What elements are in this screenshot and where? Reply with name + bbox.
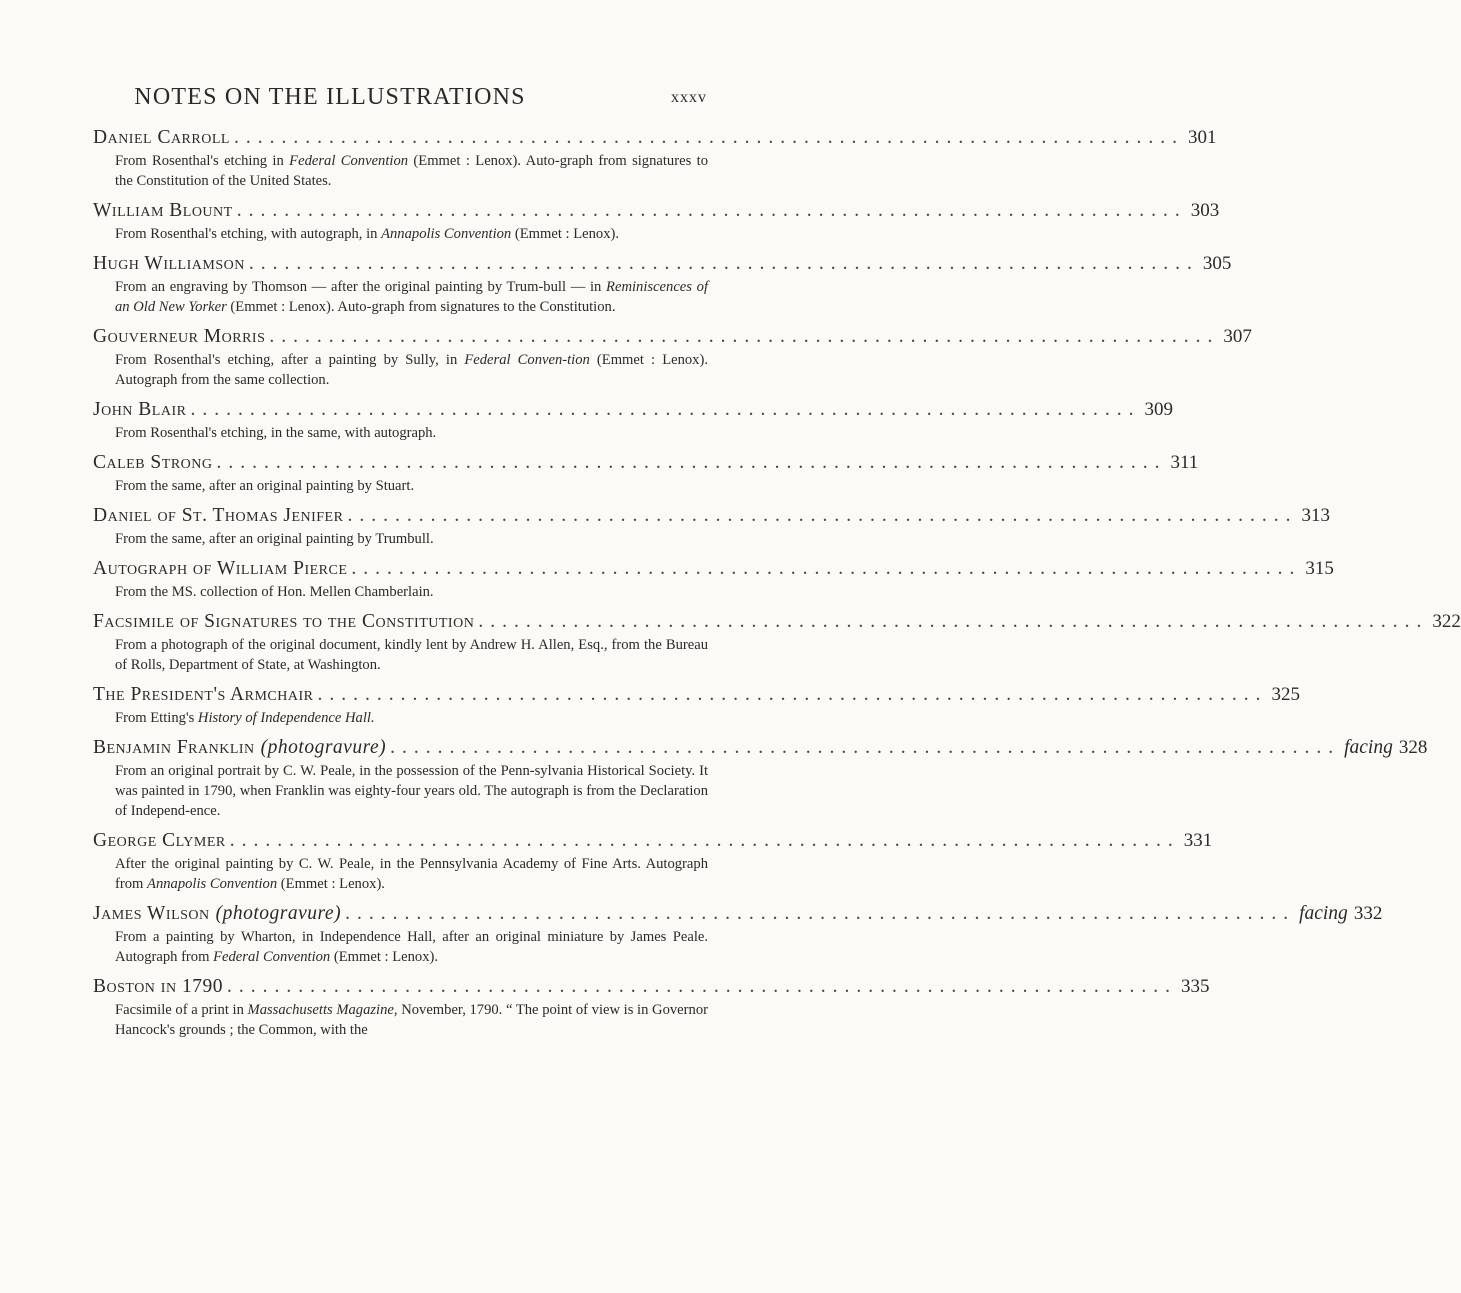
dot-leader: ................................................................................ [216,452,1167,473]
entry-note: From a painting by Wharton, in Independence Hall, after an original miniature by James Peale. Autograph from Federal Convention (Emmet : Lenox). [115,929,708,965]
dot-leader: ................................................................................ [236,200,1187,221]
dot-leader: ................................................................................ [269,326,1220,347]
entry-heading [93,827,1213,854]
entry-title: James Wilson [93,903,210,924]
entry-page-number: 331 [1183,830,1213,851]
dot-leader: ................................................................................ [347,505,1298,526]
entry-page-number: 303 [1190,200,1220,221]
list-item [93,734,1428,821]
page-number: xxxv [671,89,707,106]
entry-title: John Blair [93,399,187,420]
page-title: NOTES ON THE ILLUSTRATIONS [134,84,526,110]
entry-title: Autograph of William Pierce [93,558,348,579]
entry-heading [93,900,1383,927]
dot-leader: ................................................................................ [478,611,1429,632]
entry-note: From Rosenthal's etching, after a painting by Sully, in Federal Conven-tion (Emmet : Lenox). Autograph from the same collection. [115,352,708,388]
facing-label: facing [1344,737,1393,758]
entry-heading [93,681,1300,708]
dot-leader: ................................................................................ [190,399,1141,420]
entry-note: From a photograph of the original document, kindly lent by Andrew H. Allen, Esq., from the Bureau of Rolls, Department of State, at Washington. [115,637,708,673]
running-head [0,84,800,114]
dot-leader: ................................................................................ [390,737,1341,758]
entry-heading [93,502,1330,529]
entry-page-number: 335 [1180,976,1210,997]
entry-title-suffix: (photogravure) [215,903,342,924]
entry-heading [93,396,1173,423]
facing-label: facing [1299,903,1348,924]
dot-leader: ................................................................................ [351,558,1302,579]
entry-title: Gouverneur Morris [93,326,266,347]
list-item [93,973,1210,1040]
dot-leader: ................................................................................ [226,976,1177,997]
entry-heading [93,449,1199,476]
entry-title: Daniel of St. Thomas Jenifer [93,505,344,526]
entry-title: Benjamin Franklin [93,737,255,758]
entry-note: From Rosenthal's etching in Federal Convention (Emmet : Lenox). Auto-graph from signatures to the Constitution of the United States. [115,153,708,189]
entry-page-number: 328 [1398,737,1428,758]
dot-leader: ................................................................................ [345,903,1296,924]
entry-heading [93,555,1334,582]
entry-title: Hugh Williamson [93,253,245,274]
illustration-list [93,124,1461,1046]
entry-heading [93,608,1461,635]
entry-title: Facsimile of Signatures to the Constitution [93,611,475,632]
entry-page-number: 305 [1202,253,1232,274]
entry-page-number: 309 [1144,399,1173,420]
entry-page-number: 301 [1187,127,1217,148]
entry-title: The President's Armchair [93,684,314,705]
entry-note: From Rosenthal's etching, in the same, with autograph. [115,425,437,441]
entry-note: From the same, after an original painting by Stuart. [115,478,415,494]
entry-heading [93,734,1428,761]
entry-heading [93,323,1252,350]
entry-note: From the MS. collection of Hon. Mellen Chamberlain. [115,584,434,600]
entry-title: Boston in 1790 [93,976,223,997]
entry-note: From an engraving by Thomson — after the original painting by Trum-bull — in Reminiscences of an Old New Yorker (Emmet : Lenox). Auto-graph from signatures to the Constitution. [115,279,708,315]
entry-page-number: 313 [1301,505,1330,526]
entry-note: Facsimile of a print in Massachusetts Magazine, November, 1790. “ The point of view is in Governor Hancock's grounds ; the Common, with the [115,1002,708,1038]
dot-leader: ................................................................................ [248,253,1199,274]
entry-heading [93,250,1232,277]
list-item [93,250,1232,317]
list-item [93,124,1217,191]
list-item [93,827,1213,894]
entry-note: From Etting's History of Independence Hall. [115,710,375,726]
list-item [93,681,1300,728]
entry-page-number: 307 [1223,326,1252,347]
list-item [93,900,1383,967]
entry-title: George Clymer [93,830,226,851]
dot-leader: ................................................................................ [317,684,1268,705]
dot-leader: ................................................................................ [229,830,1180,851]
entry-note: From an original portrait by C. W. Peale, in the possession of the Penn-sylvania Historical Society. It was painted in 1790, when Franklin was eighty-four years old. The autograph is from the Declaration of Independ-ence. [115,763,708,819]
entry-title: Daniel Carroll [93,127,230,148]
list-item [93,197,1220,244]
list-item [93,502,1330,549]
list-item [93,608,1461,675]
list-item [93,323,1252,390]
entry-page-number: 315 [1305,558,1334,579]
entry-note: From the same, after an original painting by Trumbull. [115,531,434,547]
entry-page-number: 311 [1170,452,1199,473]
entry-title: William Blount [93,200,233,221]
dot-leader: ................................................................................ [233,127,1184,148]
entry-page-number: 325 [1271,684,1300,705]
entry-heading [93,124,1217,151]
entry-title: Caleb Strong [93,452,213,473]
list-item [93,449,1199,496]
list-item [93,555,1334,602]
entry-page-number: 322 [1432,611,1461,632]
entry-note: After the original painting by C. W. Peale, in the Pennsylvania Academy of Fine Arts. Autograph from Annapolis Convention (Emmet : Lenox). [115,856,708,892]
entry-title-suffix: (photogravure) [260,737,387,758]
entry-note: From Rosenthal's etching, with autograph, in Annapolis Convention (Emmet : Lenox). [115,226,620,242]
list-item [93,396,1173,443]
entry-heading [93,197,1220,224]
entry-heading [93,973,1210,1000]
entry-page-number: 332 [1353,903,1383,924]
